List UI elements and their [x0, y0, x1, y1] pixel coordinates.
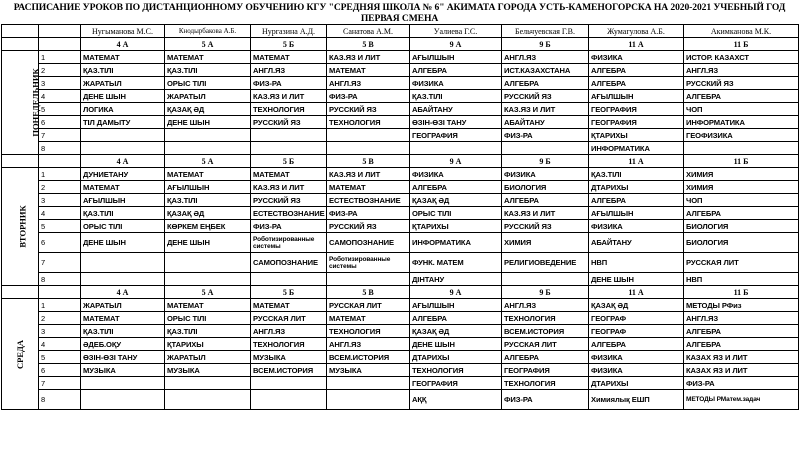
- lesson-cell: МАТЕМАТ: [165, 168, 251, 181]
- lesson-cell: БИОЛОГИЯ: [502, 181, 589, 194]
- lesson-cell: ВСЕМ.ИСТОРИЯ: [502, 325, 589, 338]
- lesson-cell: РУССКИЙ ЯЗ: [251, 116, 327, 129]
- teacher-name: Бельчуевская Г.В.: [502, 25, 589, 38]
- lesson-row: [2, 116, 799, 129]
- lesson-cell: ТЕХНОЛОГИЯ: [410, 364, 502, 377]
- corner-cell: [2, 286, 39, 299]
- lesson-cell: [81, 390, 165, 410]
- schedule-table: [1, 24, 799, 410]
- lesson-cell: ЧОП: [684, 103, 799, 116]
- lesson-cell: РУССКАЯ ЛИТ: [684, 253, 799, 273]
- lesson-number: 4: [39, 338, 81, 351]
- lesson-cell: АЛГЕБРА: [410, 312, 502, 325]
- lesson-cell: ГЕОФИЗИКА: [684, 129, 799, 142]
- teacher-name: Санатова А.М.: [327, 25, 410, 38]
- lesson-cell: МАТЕМАТ: [251, 168, 327, 181]
- teacher-name: Нугыманова М.С.: [81, 25, 165, 38]
- class-header-row: [2, 155, 799, 168]
- lesson-cell: ФИЗ-РА: [251, 220, 327, 233]
- day-name: ПОНЕДЕЛЬНИК: [30, 68, 41, 137]
- class-label: 11 А: [589, 286, 684, 299]
- lesson-cell: ВСЕМ.ИСТОРИЯ: [327, 351, 410, 364]
- class-label: 5 Б: [251, 155, 327, 168]
- class-label: 5 А: [165, 286, 251, 299]
- lesson-cell: ЕСТЕСТВОЗНАНИЕ: [327, 194, 410, 207]
- lesson-cell: [327, 377, 410, 390]
- lesson-row: [2, 351, 799, 364]
- lesson-cell: КӨРКЕМ ЕҢБЕК: [165, 220, 251, 233]
- lesson-number: 3: [39, 325, 81, 338]
- lesson-cell: ТЕХНОЛОГИЯ: [251, 103, 327, 116]
- lesson-cell: ДЕНЕ ШЫН: [81, 233, 165, 253]
- lesson-row: [2, 312, 799, 325]
- corner-cell: [39, 25, 81, 38]
- lesson-cell: АНГЛ.ЯЗ: [502, 51, 589, 64]
- class-label: 9 А: [410, 286, 502, 299]
- teacher-name: Кнодырбакова А.Б.: [165, 25, 251, 38]
- lesson-cell: ҚАЗАҚ ӘД: [165, 103, 251, 116]
- lesson-cell: АҒЫЛШЫН: [410, 299, 502, 312]
- lesson-cell: ӨЗІН-ӨЗІ ТАНУ: [410, 116, 502, 129]
- lesson-cell: МУЗЫКА: [81, 364, 165, 377]
- corner-cell: [39, 38, 81, 51]
- lesson-cell: ҚАЗ.ТІЛІ: [81, 207, 165, 220]
- lesson-cell: ТЕХНОЛОГИЯ: [502, 312, 589, 325]
- teacher-name: Нургазина А.Д.: [251, 25, 327, 38]
- class-label: 11 А: [589, 38, 684, 51]
- lesson-row: [2, 299, 799, 312]
- lesson-cell: ДЕНЕ ШЫН: [165, 116, 251, 129]
- lesson-cell: МАТЕМАТ: [327, 181, 410, 194]
- lesson-cell: ИСТ.КАЗАХСТАНА: [502, 64, 589, 77]
- lesson-cell: ҚАЗАҚ ӘД: [589, 299, 684, 312]
- lesson-cell: АЛГЕБРА: [589, 77, 684, 90]
- lesson-cell: РУССКИЙ ЯЗ: [502, 220, 589, 233]
- lesson-cell: [251, 129, 327, 142]
- class-label: 9 А: [410, 155, 502, 168]
- lesson-cell: КАЗ.ЯЗ И ЛИТ: [251, 181, 327, 194]
- lesson-cell: КАЗ.ЯЗ И ЛИТ: [251, 90, 327, 103]
- lesson-cell: РЕЛИГИОВЕДЕНИЕ: [502, 253, 589, 273]
- lesson-cell: ҚАЗ.ТІЛІ: [589, 168, 684, 181]
- lesson-cell: ФИЗИКА: [589, 364, 684, 377]
- lesson-cell: ФУНК. МАТЕМ: [410, 253, 502, 273]
- lesson-cell: МАТЕМАТ: [81, 181, 165, 194]
- corner-cell: [2, 38, 39, 51]
- lesson-cell: Роботизированные системы: [327, 253, 410, 273]
- lesson-cell: ҚАЗ.ТІЛІ: [410, 90, 502, 103]
- lesson-cell: [81, 129, 165, 142]
- lesson-cell: Химиялық ЕШП: [589, 390, 684, 410]
- lesson-cell: ҚАЗ.ТІЛІ: [165, 64, 251, 77]
- lesson-cell: [502, 273, 589, 286]
- lesson-cell: [327, 142, 410, 155]
- lesson-cell: ФИЗ-РА: [684, 377, 799, 390]
- lesson-cell: АНГЛ.ЯЗ: [251, 64, 327, 77]
- lesson-cell: [165, 142, 251, 155]
- lesson-number: 4: [39, 90, 81, 103]
- lesson-cell: РУССКАЯ ЛИТ: [502, 338, 589, 351]
- lesson-cell: ХИМИЯ: [502, 233, 589, 253]
- lesson-cell: ОРЫС ТІЛІ: [81, 220, 165, 233]
- lesson-cell: ҚАЗ.ТІЛІ: [165, 325, 251, 338]
- lesson-cell: ФИЗ-РА: [327, 207, 410, 220]
- lesson-cell: ТЕХНОЛОГИЯ: [327, 325, 410, 338]
- lesson-cell: ДЕНЕ ШЫН: [589, 273, 684, 286]
- lesson-cell: [165, 390, 251, 410]
- title-line-1: РАСПИСАНИЕ УРОКОВ ПО ДИСТАНЦИОННОМУ ОБУЧЕНИЮ КГУ "СРЕДНЯЯ ШКОЛА № 6" АКИМАТА ГОРОДА УСТЬ-КАМЕНОГОРСКА НА 2020-2021 УЧЕБНЫЙ ГОД: [13, 2, 786, 13]
- lesson-cell: ИНФОРМАТИКА: [684, 116, 799, 129]
- lesson-row: [2, 325, 799, 338]
- lesson-cell: АЛГЕБРА: [589, 64, 684, 77]
- lesson-cell: [81, 142, 165, 155]
- lesson-cell: ЖАРАТЫЛ: [81, 299, 165, 312]
- lesson-row: [2, 377, 799, 390]
- lesson-cell: АЛГЕБРА: [684, 338, 799, 351]
- teacher-name: Уалиева Г.С.: [410, 25, 502, 38]
- lesson-row: [2, 103, 799, 116]
- lesson-cell: АЛГЕБРА: [410, 64, 502, 77]
- lesson-cell: АБАЙТАНУ: [589, 233, 684, 253]
- lesson-cell: [81, 377, 165, 390]
- lesson-number: 1: [39, 299, 81, 312]
- lesson-cell: АНГЛ.ЯЗ: [502, 299, 589, 312]
- lesson-row: [2, 64, 799, 77]
- lesson-cell: ГЕОГРАФИЯ: [589, 116, 684, 129]
- class-label: 11 Б: [684, 38, 799, 51]
- lesson-cell: [165, 129, 251, 142]
- lesson-cell: АҒЫЛШЫН: [165, 181, 251, 194]
- lesson-cell: ИНФОРМАТИКА: [410, 233, 502, 253]
- lesson-cell: МАТЕМАТ: [251, 299, 327, 312]
- lesson-cell: [251, 390, 327, 410]
- day-name: СРЕДА: [14, 339, 25, 369]
- lesson-cell: АЛГЕБРА: [684, 207, 799, 220]
- lesson-cell: МАТЕМАТ: [251, 51, 327, 64]
- lesson-cell: АЛГЕБРА: [684, 90, 799, 103]
- class-label: 4 А: [81, 155, 165, 168]
- lesson-cell: КАЗ.ЯЗ И ЛИТ: [327, 168, 410, 181]
- lesson-cell: ДЕНЕ ШЫН: [165, 233, 251, 253]
- lesson-cell: ҚАЗАҚ ӘД: [165, 207, 251, 220]
- class-label: 5 Б: [251, 286, 327, 299]
- class-label: 9 Б: [502, 38, 589, 51]
- class-header-row: [2, 286, 799, 299]
- lesson-cell: РУССКАЯ ЛИТ: [251, 312, 327, 325]
- lesson-cell: РУССКАЯ ЛИТ: [327, 299, 410, 312]
- lesson-number: 6: [39, 233, 81, 253]
- lesson-cell: ГЕОГРАФИЯ: [589, 103, 684, 116]
- lesson-number: 5: [39, 351, 81, 364]
- class-label: 4 А: [81, 38, 165, 51]
- lesson-cell: АҒЫЛШЫН: [589, 90, 684, 103]
- lesson-cell: ДТАРИХЫ: [589, 181, 684, 194]
- lesson-cell: [327, 129, 410, 142]
- lesson-number: 3: [39, 77, 81, 90]
- lesson-cell: АЛГЕБРА: [502, 77, 589, 90]
- lesson-number: 6: [39, 364, 81, 377]
- lesson-row: [2, 181, 799, 194]
- lesson-cell: ТЕХНОЛОГИЯ: [502, 377, 589, 390]
- lesson-cell: МАТЕМАТ: [165, 299, 251, 312]
- lesson-cell: АНГЛ.ЯЗ: [251, 325, 327, 338]
- lesson-cell: АЛГЕБРА: [410, 181, 502, 194]
- lesson-number: 8: [39, 142, 81, 155]
- lesson-number: 4: [39, 207, 81, 220]
- day-label: [2, 168, 39, 286]
- lesson-cell: АЛГЕБРА: [684, 325, 799, 338]
- lesson-cell: МУЗЫКА: [251, 351, 327, 364]
- lesson-cell: ГЕОГРАФИЯ: [410, 129, 502, 142]
- teacher-row: [2, 25, 799, 38]
- lesson-cell: САМОПОЗНАНИЕ: [327, 233, 410, 253]
- lesson-cell: ҚАЗАҚ ӘД: [410, 194, 502, 207]
- lesson-cell: ДЕНЕ ШЫН: [81, 90, 165, 103]
- lesson-cell: ӨЗІН-ӨЗІ ТАНУ: [81, 351, 165, 364]
- lesson-cell: МАТЕМАТ: [81, 312, 165, 325]
- lesson-cell: МАТЕМАТ: [81, 51, 165, 64]
- lesson-row: [2, 207, 799, 220]
- lesson-row: [2, 364, 799, 377]
- lesson-cell: АҒЫЛШЫН: [410, 51, 502, 64]
- lesson-cell: МЕТОДЫ РФиз: [684, 299, 799, 312]
- lesson-cell: БИОЛОГИЯ: [684, 233, 799, 253]
- lesson-cell: ФИЗ-РА: [251, 77, 327, 90]
- lesson-cell: АЛГЕБРА: [589, 194, 684, 207]
- lesson-row: [2, 90, 799, 103]
- class-label: 5 В: [327, 286, 410, 299]
- lesson-cell: МАТЕМАТ: [165, 51, 251, 64]
- day-label: [2, 299, 39, 410]
- lesson-cell: [327, 390, 410, 410]
- class-label: 5 А: [165, 155, 251, 168]
- lesson-cell: ДІНТАНУ: [410, 273, 502, 286]
- lesson-row: [2, 273, 799, 286]
- lesson-cell: ЖАРАТЫЛ: [165, 90, 251, 103]
- lesson-number: 5: [39, 220, 81, 233]
- lesson-cell: ХИМИЯ: [684, 181, 799, 194]
- corner-cell: [2, 155, 39, 168]
- lesson-number: 2: [39, 181, 81, 194]
- class-label: 4 А: [81, 286, 165, 299]
- lesson-cell: АБАЙТАНУ: [502, 116, 589, 129]
- lesson-cell: РУССКИЙ ЯЗ: [502, 90, 589, 103]
- lesson-cell: ҚАЗ.ТІЛІ: [165, 194, 251, 207]
- lesson-row: [2, 142, 799, 155]
- lesson-cell: ЕСТЕСТВОЗНАНИЕ: [251, 207, 327, 220]
- lesson-cell: САМОПОЗНАНИЕ: [251, 253, 327, 273]
- lesson-row: [2, 129, 799, 142]
- lesson-cell: ДУНИЕТАНУ: [81, 168, 165, 181]
- day-name: ВТОРНИК: [17, 205, 28, 248]
- lesson-row: [2, 51, 799, 64]
- lesson-cell: [81, 253, 165, 273]
- lesson-cell: ФИЗИКА: [589, 51, 684, 64]
- corner-cell: [39, 286, 81, 299]
- class-label: 11 Б: [684, 286, 799, 299]
- lesson-cell: ҚАЗ.ТІЛІ: [81, 64, 165, 77]
- lesson-cell: ГЕОГРАФ: [589, 312, 684, 325]
- lesson-cell: ФИЗИКА: [410, 77, 502, 90]
- lesson-row: [2, 233, 799, 253]
- lesson-cell: [251, 142, 327, 155]
- lesson-cell: ФИЗ-РА: [502, 129, 589, 142]
- class-label: 5 Б: [251, 38, 327, 51]
- lesson-cell: КАЗ.ЯЗ И ЛИТ: [502, 103, 589, 116]
- lesson-cell: МАТЕМАТ: [327, 312, 410, 325]
- class-label: 11 А: [589, 155, 684, 168]
- lesson-cell: ХИМИЯ: [684, 168, 799, 181]
- day-label: [2, 51, 39, 155]
- class-header-row: [2, 38, 799, 51]
- lesson-cell: АҒЫЛШЫН: [589, 207, 684, 220]
- lesson-cell: ҚТАРИХЫ: [589, 129, 684, 142]
- lesson-number: 2: [39, 64, 81, 77]
- lesson-cell: ГЕОГРАФИЯ: [502, 364, 589, 377]
- lesson-cell: РУССКИЙ ЯЗ: [327, 103, 410, 116]
- lesson-cell: ФИЗИКА: [589, 351, 684, 364]
- lesson-cell: АНГЛ.ЯЗ: [327, 338, 410, 351]
- lesson-row: [2, 253, 799, 273]
- lesson-cell: АЛГЕБРА: [502, 194, 589, 207]
- lesson-cell: ФИЗИКА: [502, 168, 589, 181]
- lesson-cell: ТЕХНОЛОГИЯ: [251, 338, 327, 351]
- lesson-cell: ДТАРИХЫ: [410, 351, 502, 364]
- lesson-cell: ЧОП: [684, 194, 799, 207]
- lesson-cell: ФИЗИКА: [589, 220, 684, 233]
- lesson-cell: МАТЕМАТ: [327, 64, 410, 77]
- lesson-number: 8: [39, 390, 81, 410]
- lesson-cell: Роботизированные системы: [251, 233, 327, 253]
- class-label: 5 В: [327, 38, 410, 51]
- lesson-cell: МУЗЫКА: [327, 364, 410, 377]
- class-label: 9 А: [410, 38, 502, 51]
- corner-cell: [39, 155, 81, 168]
- lesson-cell: МУЗЫКА: [165, 364, 251, 377]
- lesson-cell: ҚТАРИХЫ: [165, 338, 251, 351]
- lesson-cell: [410, 142, 502, 155]
- lesson-cell: ҚАЗАҚ ӘД: [410, 325, 502, 338]
- lesson-cell: ОРЫС ТІЛІ: [165, 312, 251, 325]
- lesson-cell: [81, 273, 165, 286]
- lesson-number: 2: [39, 312, 81, 325]
- lesson-cell: ҚТАРИХЫ: [410, 220, 502, 233]
- lesson-row: [2, 338, 799, 351]
- lesson-cell: ВСЕМ.ИСТОРИЯ: [251, 364, 327, 377]
- lesson-cell: АҚҚ: [410, 390, 502, 410]
- lesson-cell: ИСТОР. КАЗАХСТ: [684, 51, 799, 64]
- lesson-cell: КАЗАХ ЯЗ И ЛИТ: [684, 364, 799, 377]
- lesson-cell: РУССКИЙ ЯЗ: [251, 194, 327, 207]
- lesson-cell: МЕТОДЫ РМатем.задач: [684, 390, 799, 410]
- lesson-cell: АҒЫЛШЫН: [81, 194, 165, 207]
- lesson-cell: КАЗАХ ЯЗ И ЛИТ: [684, 351, 799, 364]
- lesson-cell: АЛГЕБРА: [589, 338, 684, 351]
- lesson-cell: [251, 273, 327, 286]
- lesson-number: 3: [39, 194, 81, 207]
- class-label: 11 Б: [684, 155, 799, 168]
- lesson-cell: [165, 273, 251, 286]
- lesson-number: 6: [39, 116, 81, 129]
- lesson-cell: КАЗ.ЯЗ И ЛИТ: [502, 207, 589, 220]
- lesson-cell: ОРЫС ТІЛІ: [165, 77, 251, 90]
- lesson-cell: АБАЙТАНУ: [410, 103, 502, 116]
- lesson-cell: [684, 142, 799, 155]
- lesson-cell: НВП: [684, 273, 799, 286]
- schedule-title: [0, 0, 799, 24]
- lesson-number: 7: [39, 129, 81, 142]
- lesson-cell: ОРЫС ТІЛІ: [410, 207, 502, 220]
- lesson-cell: АНГЛ.ЯЗ: [327, 77, 410, 90]
- lesson-cell: ГЕОГРАФИЯ: [410, 377, 502, 390]
- lesson-cell: НВП: [589, 253, 684, 273]
- lesson-cell: ДТАРИХЫ: [589, 377, 684, 390]
- lesson-cell: [165, 253, 251, 273]
- corner-cell: [2, 25, 39, 38]
- lesson-cell: ҚАЗ.ТІЛІ: [81, 325, 165, 338]
- lesson-row: [2, 390, 799, 410]
- title-line-2: ПЕРВАЯ СМЕНА: [360, 13, 439, 24]
- lesson-row: [2, 77, 799, 90]
- lesson-cell: ТЕХНОЛОГИЯ: [327, 116, 410, 129]
- lesson-number: 1: [39, 168, 81, 181]
- lesson-cell: ФИЗ-РА: [502, 390, 589, 410]
- lesson-cell: [165, 377, 251, 390]
- teacher-name: Акимканова М.К.: [684, 25, 799, 38]
- lesson-cell: АЛГЕБРА: [502, 351, 589, 364]
- lesson-cell: ГЕОГРАФ: [589, 325, 684, 338]
- class-label: 9 Б: [502, 286, 589, 299]
- lesson-cell: ӘДЕБ.ОҚУ: [81, 338, 165, 351]
- lesson-cell: КАЗ.ЯЗ И ЛИТ: [327, 51, 410, 64]
- lesson-cell: ТІЛ ДАМЫТУ: [81, 116, 165, 129]
- class-label: 5 В: [327, 155, 410, 168]
- teacher-name: Жумагулова А.Б.: [589, 25, 684, 38]
- lesson-cell: ИНФОРМАТИКА: [589, 142, 684, 155]
- lesson-cell: ФИЗИКА: [410, 168, 502, 181]
- lesson-row: [2, 194, 799, 207]
- lesson-cell: АНГЛ.ЯЗ: [684, 312, 799, 325]
- class-label: 5 А: [165, 38, 251, 51]
- class-label: 9 Б: [502, 155, 589, 168]
- lesson-number: 7: [39, 377, 81, 390]
- lesson-row: [2, 168, 799, 181]
- lesson-cell: [502, 142, 589, 155]
- lesson-cell: БИОЛОГИЯ: [684, 220, 799, 233]
- lesson-row: [2, 220, 799, 233]
- lesson-cell: ЛОГИКА: [81, 103, 165, 116]
- lesson-number: 7: [39, 253, 81, 273]
- lesson-cell: АНГЛ.ЯЗ: [684, 64, 799, 77]
- lesson-number: 1: [39, 51, 81, 64]
- lesson-cell: РУССКИЙ ЯЗ: [684, 77, 799, 90]
- lesson-cell: ФИЗ-РА: [327, 90, 410, 103]
- lesson-number: 5: [39, 103, 81, 116]
- lesson-cell: ДЕНЕ ШЫН: [410, 338, 502, 351]
- lesson-cell: ЖАРАТЫЛ: [81, 77, 165, 90]
- lesson-cell: ЖАРАТЫЛ: [165, 351, 251, 364]
- lesson-cell: [251, 377, 327, 390]
- lesson-cell: [327, 273, 410, 286]
- lesson-number: 8: [39, 273, 81, 286]
- lesson-cell: РУССКИЙ ЯЗ: [327, 220, 410, 233]
